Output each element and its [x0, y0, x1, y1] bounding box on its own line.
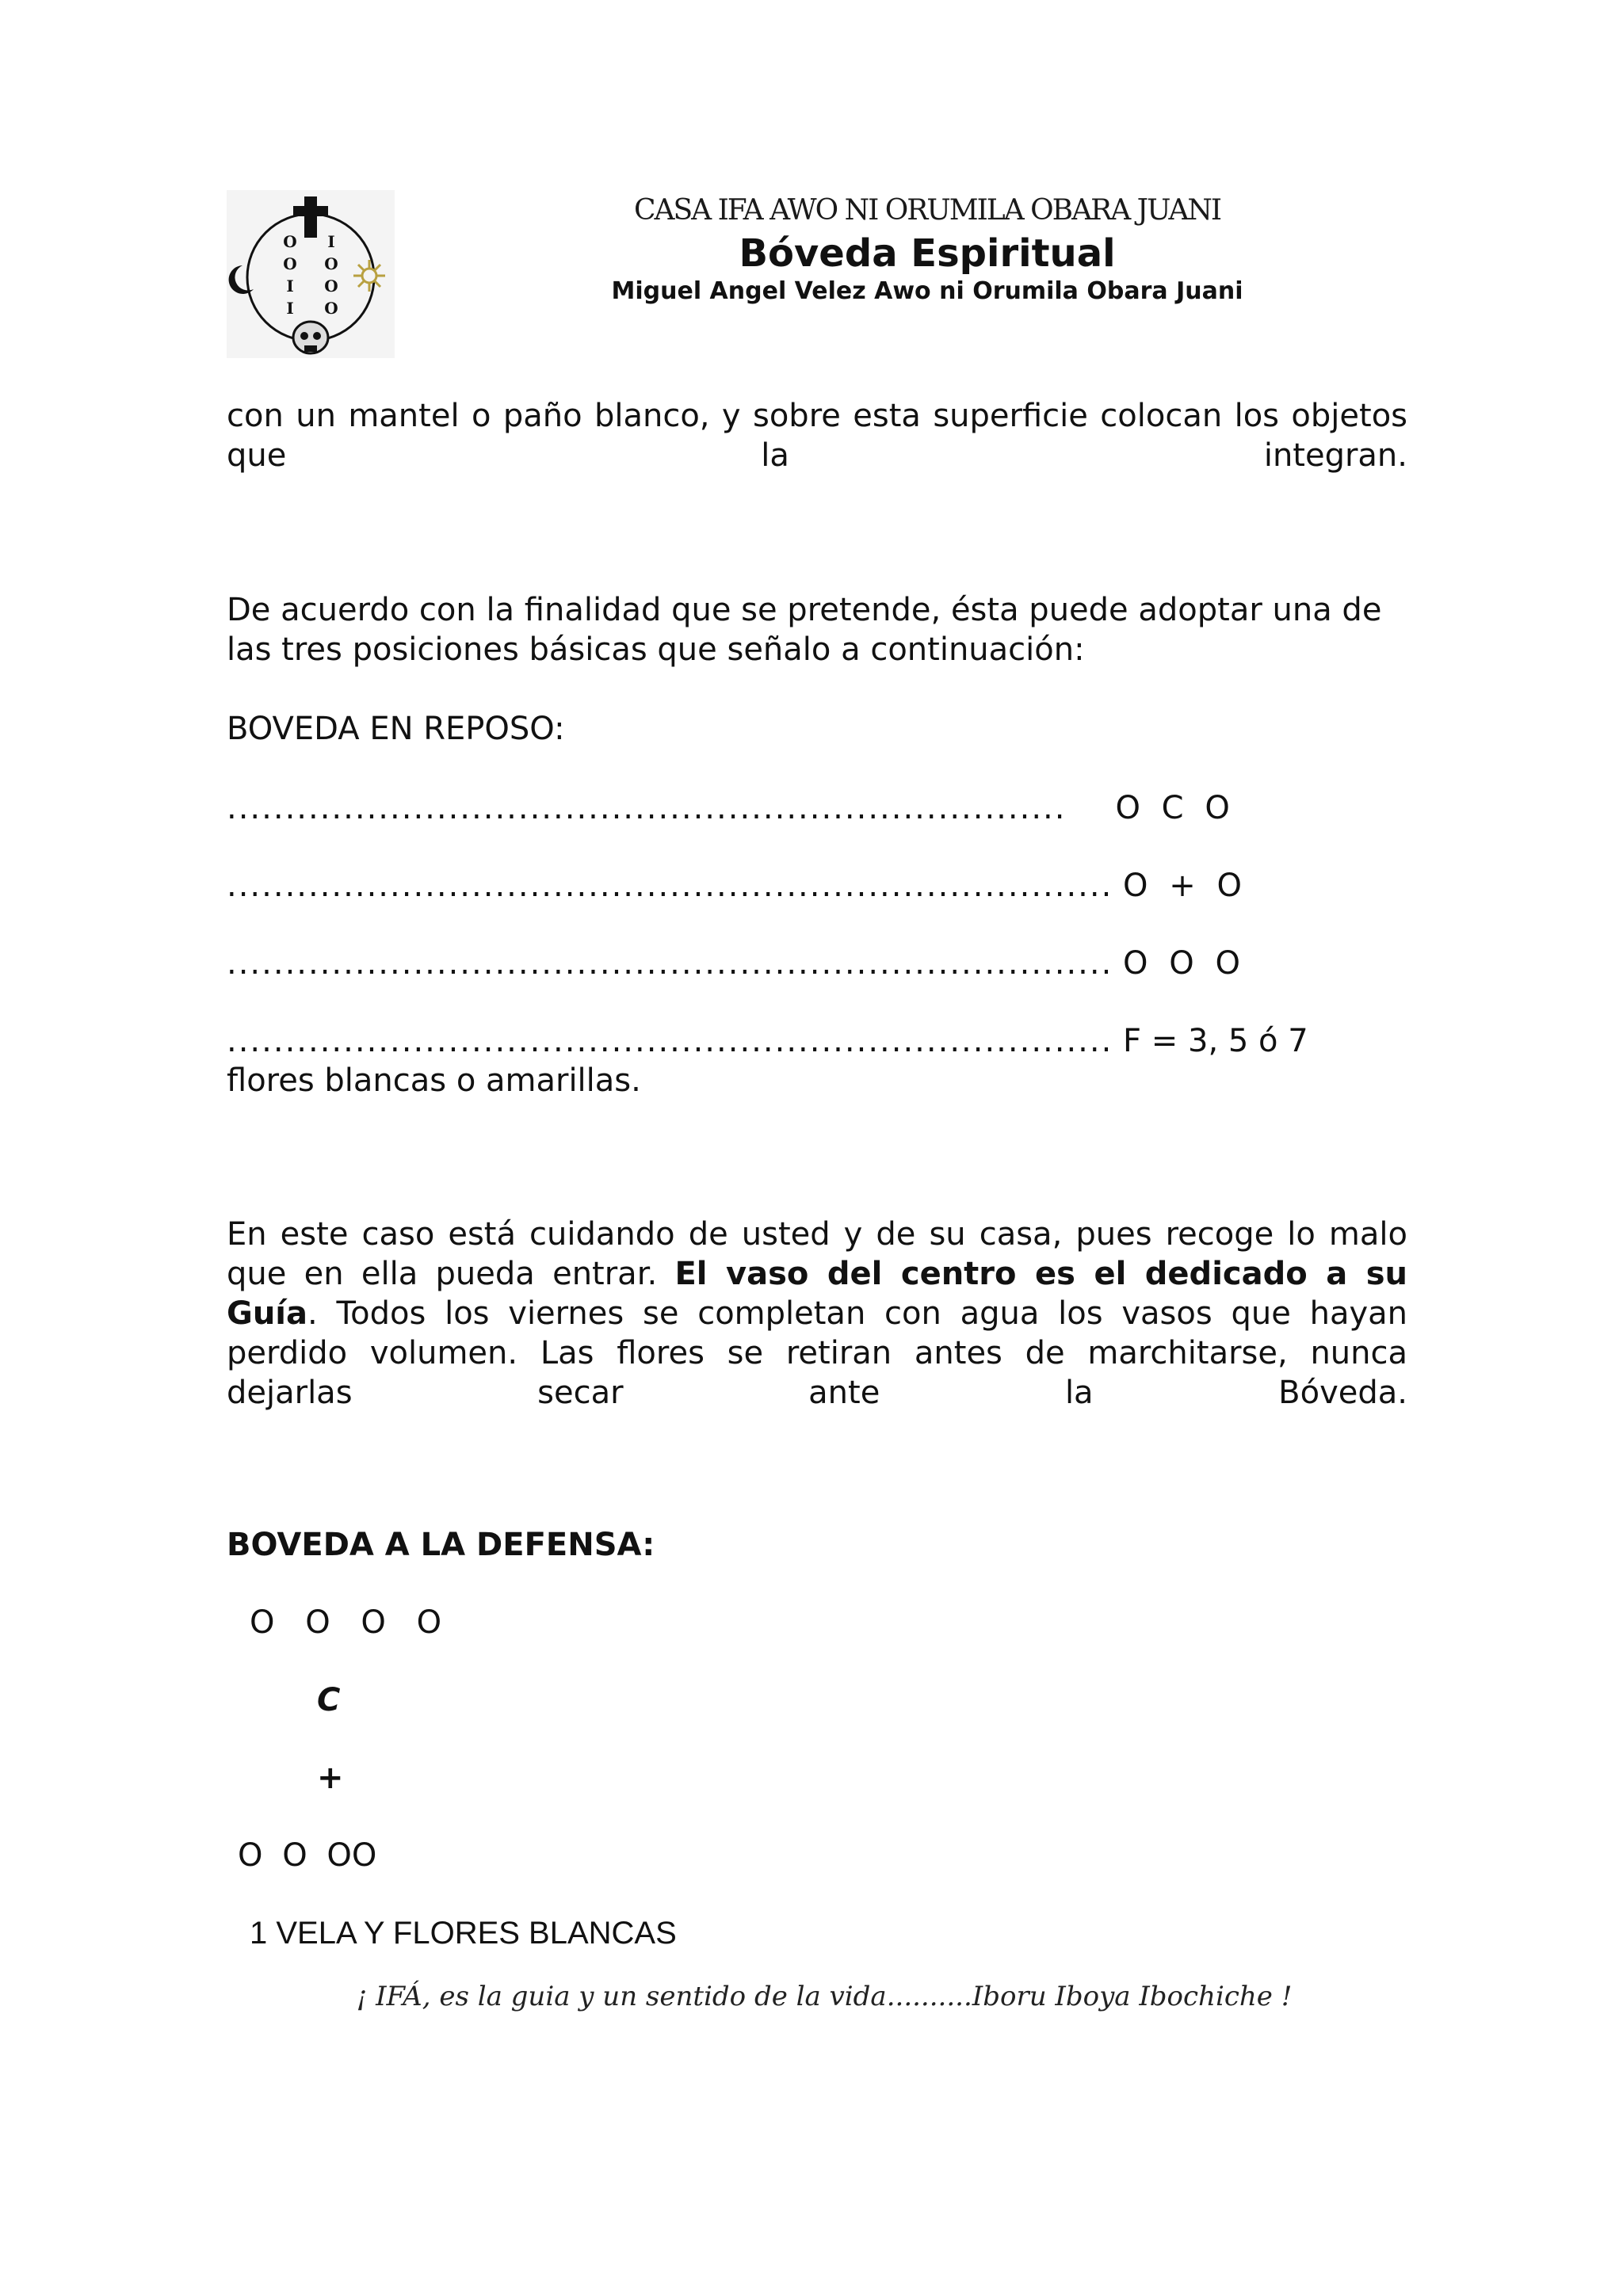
paragraph-1-line-2: que la integran. — [227, 437, 1407, 474]
reposo-value: F = 3, 5 ó 7 — [1123, 1023, 1308, 1059]
defensa-row: O O O O — [250, 1604, 442, 1641]
paragraph-3-emphasis: Guía — [227, 1295, 308, 1332]
paragraph-3-line-1: En este caso está cuidando de usted y de su casa, pues recoge lo malo — [227, 1216, 1407, 1253]
dot-leader: ............................................................................ — [227, 868, 1113, 904]
reposo-value: O O O — [1123, 945, 1240, 982]
paragraph-3-text: . Todos los viernes se completan con agua los vasos que hayan — [307, 1295, 1407, 1332]
reposo-heading: BOVEDA EN REPOSO: — [227, 711, 565, 747]
logo-mark: O — [324, 254, 338, 273]
dot-leader: ............................................................................ — [227, 1023, 1113, 1059]
header-subtitle: Miguel Angel Velez Awo ni Orumila Obara Juani — [611, 277, 1243, 305]
footer-motto: ¡ IFÁ, es la guia y un sentido de la vida..........Iboru Iboya Ibochiche ! — [356, 1981, 1293, 2012]
defensa-heading: BOVEDA A LA DEFENSA: — [227, 1527, 655, 1563]
page-title: Bóveda Espiritual — [739, 231, 1116, 276]
paragraph-1-line-1: con un mantel o paño blanco, y sobre esta superficie colocan los objetos — [227, 398, 1407, 434]
logo-mark: I — [286, 299, 294, 318]
reposo-row — [227, 944, 1392, 983]
logo-mark: O — [283, 254, 297, 273]
defensa-row: + — [317, 1760, 344, 1796]
defensa-row: 1 VELA Y FLORES BLANCAS — [250, 1916, 677, 1951]
boveda-logo-icon — [227, 190, 395, 358]
reposo-row — [227, 788, 1392, 828]
dot-leader: ........................................................................ — [227, 790, 1067, 826]
dot-leader: ............................................................................ — [227, 945, 1113, 982]
defensa-row: C — [317, 1682, 341, 1718]
logo-mark: O — [283, 232, 297, 251]
reposo-value: O C O — [1115, 790, 1230, 826]
logo-mark: O — [324, 299, 338, 318]
reposo-row — [227, 1021, 1392, 1061]
paragraph-3-line-2 — [227, 1254, 1407, 1294]
paragraph-3-line-5: dejarlas secar ante la Bóveda. — [227, 1375, 1407, 1411]
paragraph-3-line-3 — [227, 1294, 1407, 1333]
logo-mark: O — [324, 277, 338, 296]
header-organization: CASA IFA AWO NI ORUMILA OBARA JUANI — [633, 194, 1221, 227]
defensa-row: O O OO — [238, 1837, 377, 1874]
paragraph-3-text: que en ella pueda entrar. — [227, 1256, 658, 1292]
paragraph-3-emphasis: El vaso del centro es el dedicado a su — [674, 1256, 1407, 1292]
paragraph-3-line-4: perdido volumen. Las flores se retiran antes de marchitarse, nunca — [227, 1335, 1407, 1371]
paragraph-2: De acuerdo con la finalidad que se pretende, ésta puede adoptar una de las tres posiciones básicas que señalo a continuación: — [227, 592, 1382, 668]
logo-mark: I — [327, 232, 335, 251]
reposo-note: flores blancas o amarillas. — [227, 1062, 641, 1099]
reposo-value: O + O — [1123, 868, 1242, 904]
reposo-row — [227, 866, 1392, 906]
logo-mark: I — [286, 277, 294, 296]
